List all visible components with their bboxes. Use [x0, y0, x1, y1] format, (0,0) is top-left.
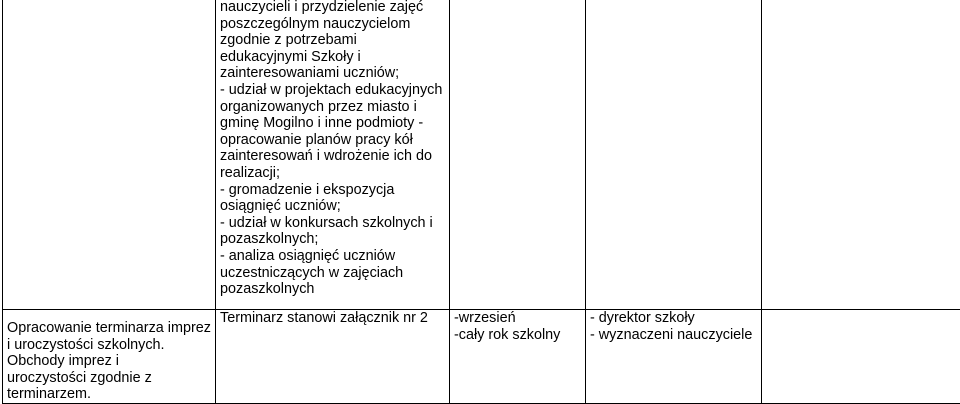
- method-line: - analiza osiągnięć uczniów: [220, 248, 445, 265]
- method-line: pozaszkolnych;: [220, 231, 445, 248]
- method-line: zgodnie z potrzebami: [220, 32, 445, 49]
- method-line: zainteresowań i wdrożenie ich do: [220, 148, 445, 165]
- table-row: [3, 310, 960, 404]
- term-line: -cały rok szkolny: [454, 327, 581, 344]
- method-line: poszczególnym nauczycielom: [220, 16, 445, 33]
- method-line: edukacyjnymi Szkoły i: [220, 49, 445, 66]
- method-line: - udział w konkursach szkolnych i: [220, 215, 445, 232]
- task-line: Obchody imprez i: [7, 353, 211, 370]
- term-line: -wrzesień: [454, 310, 581, 327]
- table-row: [3, 0, 960, 310]
- school-plan-table: [2, 0, 960, 404]
- method-line: realizacji;: [220, 165, 445, 182]
- method-line: osiągnięć uczniów;: [220, 198, 445, 215]
- method-cell: [216, 0, 450, 310]
- task-line: terminarzem.: [7, 386, 211, 403]
- method-line: gminę Mogilno i inne podmioty -: [220, 115, 445, 132]
- method-line: Terminarz stanowi załącznik nr 2: [220, 310, 445, 327]
- task-line: i uroczystości szkolnych.: [7, 337, 211, 354]
- method-line: opracowanie planów pracy kół: [220, 132, 445, 149]
- method-line: - gromadzenie i ekspozycja: [220, 182, 445, 199]
- method-line: uczestniczących w zajęciach: [220, 265, 445, 282]
- term-cell-empty: [450, 0, 586, 310]
- task-line: Opracowanie terminarza imprez: [7, 320, 211, 337]
- term-cell: [450, 310, 586, 404]
- notes-cell-empty: [762, 310, 960, 404]
- responsible-line: - wyznaczeni nauczyciele: [590, 327, 757, 344]
- task-cell: [3, 310, 216, 404]
- method-cell: [216, 310, 450, 404]
- method-line: organizowanych przez miasto i: [220, 99, 445, 116]
- task-line: uroczystości zgodnie z: [7, 370, 211, 387]
- task-cell-empty: [3, 0, 216, 310]
- responsible-cell: [586, 310, 762, 404]
- method-line: nauczycieli i przydzielenie zajęć: [220, 0, 445, 16]
- responsible-cell-empty: [586, 0, 762, 310]
- responsible-line: - dyrektor szkoły: [590, 310, 757, 327]
- notes-cell-empty: [762, 0, 960, 310]
- method-line: pozaszkolnych: [220, 281, 445, 298]
- method-line: zainteresowaniami uczniów;: [220, 65, 445, 82]
- method-line: - udział w projektach edukacyjnych: [220, 82, 445, 99]
